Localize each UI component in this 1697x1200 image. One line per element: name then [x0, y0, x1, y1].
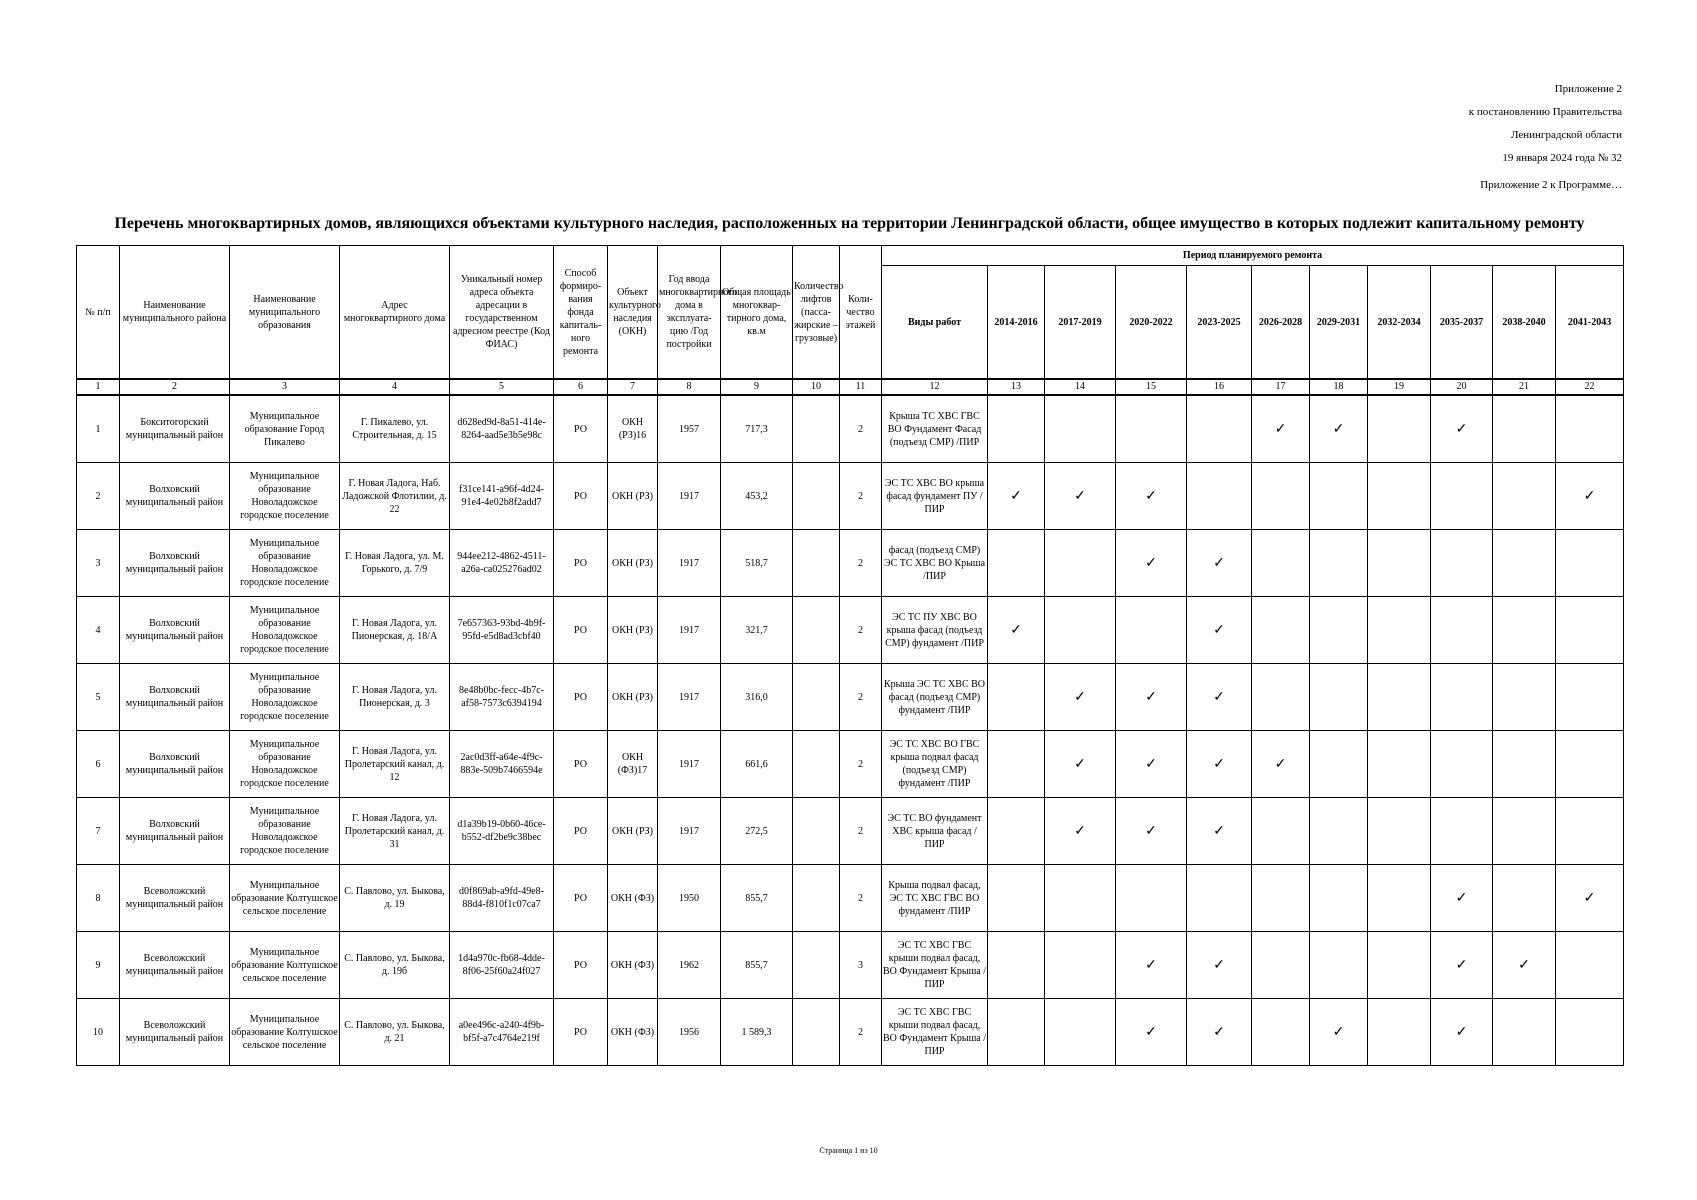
cell-fund: РО: [554, 999, 608, 1066]
table-row: [77, 999, 1624, 1066]
empty-year-cell: [1045, 999, 1116, 1066]
cell-municipality: Муниципальное образование Колтушское сельское поселение: [230, 999, 340, 1066]
cell-municipality: Муниципальное образование Новоладожское городское поселение: [230, 731, 340, 798]
column-number: 12: [882, 379, 988, 395]
empty-year-cell: [988, 530, 1045, 597]
table-row: [77, 798, 1624, 865]
header-year-2014-2016: 2014-2016: [988, 266, 1045, 380]
check-icon: ✓: [988, 463, 1045, 530]
cell-floors: 2: [840, 530, 882, 597]
column-number: 20: [1431, 379, 1493, 395]
cell-district: Волховский муниципальный район: [120, 664, 230, 731]
header-works: Виды работ: [882, 266, 988, 380]
appendix-block: [1469, 78, 1622, 197]
cell-lifts: [793, 731, 840, 798]
column-number: 7: [608, 379, 658, 395]
cell-floors: 2: [840, 597, 882, 664]
empty-year-cell: [1368, 664, 1431, 731]
empty-year-cell: [1045, 865, 1116, 932]
header-municipality: Наименование муниципального образования: [230, 246, 340, 380]
cell-municipality: Муниципальное образование Новоладожское городское поселение: [230, 463, 340, 530]
cell-works: ЭС ТС ПУ ХВС ВО крыша фасад (подъезд СМР) фундамент /ПИР: [882, 597, 988, 664]
column-number: 14: [1045, 379, 1116, 395]
empty-year-cell: [1556, 597, 1624, 664]
cell-num: 10: [77, 999, 120, 1066]
cell-fund: РО: [554, 530, 608, 597]
header-year-2035-2037: 2035-2037: [1431, 266, 1493, 380]
cell-area: 321,7: [721, 597, 793, 664]
empty-year-cell: [1187, 395, 1252, 463]
cell-year: 1917: [658, 798, 721, 865]
header-address: Адрес многоквартирного дома: [340, 246, 450, 380]
table-row: [77, 664, 1624, 731]
cell-fund: РО: [554, 597, 608, 664]
cell-lifts: [793, 463, 840, 530]
check-icon: ✓: [1116, 932, 1187, 999]
cell-area: 453,2: [721, 463, 793, 530]
empty-year-cell: [1431, 597, 1493, 664]
empty-year-cell: [1310, 798, 1368, 865]
empty-year-cell: [1310, 463, 1368, 530]
cell-lifts: [793, 999, 840, 1066]
empty-year-cell: [1368, 731, 1431, 798]
cell-floors: 2: [840, 463, 882, 530]
empty-year-cell: [1252, 530, 1310, 597]
cell-district: Всеволожский муниципальный район: [120, 999, 230, 1066]
cell-floors: 2: [840, 731, 882, 798]
column-number: 8: [658, 379, 721, 395]
cell-num: 9: [77, 932, 120, 999]
cell-floors: 2: [840, 798, 882, 865]
empty-year-cell: [1431, 463, 1493, 530]
cell-works: ЭС ТС ХВС ВО крыша фасад фундамент ПУ /ПИР: [882, 463, 988, 530]
cell-area: 661,6: [721, 731, 793, 798]
cell-okn: ОКН (ФЗ): [608, 865, 658, 932]
table-row: [77, 530, 1624, 597]
cell-floors: 2: [840, 865, 882, 932]
column-number: 3: [230, 379, 340, 395]
empty-year-cell: [1045, 530, 1116, 597]
cell-year: 1962: [658, 932, 721, 999]
empty-year-cell: [1368, 798, 1431, 865]
header-period: Период планируемого ремонта: [882, 246, 1624, 266]
cell-fund: РО: [554, 664, 608, 731]
empty-year-cell: [1310, 664, 1368, 731]
cell-works: ЭС ТС ВО фундамент ХВС крыша фасад /ПИР: [882, 798, 988, 865]
cell-okn: ОКН (РЗ): [608, 798, 658, 865]
cell-floors: 3: [840, 932, 882, 999]
cell-year: 1917: [658, 530, 721, 597]
empty-year-cell: [1187, 463, 1252, 530]
cell-works: ЭС ТС ХВС ГВС крыши подвал фасад, ВО Фундамент Крыша /ПИР: [882, 932, 988, 999]
cell-okn: ОКН (ФЗ): [608, 999, 658, 1066]
cell-num: 4: [77, 597, 120, 664]
check-icon: ✓: [1493, 932, 1556, 999]
empty-year-cell: [1556, 798, 1624, 865]
houses-table: [76, 245, 1624, 1066]
check-icon: ✓: [1556, 463, 1624, 530]
table-row: [77, 597, 1624, 664]
cell-area: 1 589,3: [721, 999, 793, 1066]
cell-fias: 944ee212-4862-4511-a26a-ca025276ad02: [450, 530, 554, 597]
header-year-2038-2040: 2038-2040: [1493, 266, 1556, 380]
appendix-line-2: к постановлению Правительства: [1468, 106, 1622, 118]
check-icon: ✓: [1116, 463, 1187, 530]
cell-district: Волховский муниципальный район: [120, 530, 230, 597]
header-okn: Объект культурного наследия (ОКН): [608, 246, 658, 380]
table-row: [77, 731, 1624, 798]
cell-lifts: [793, 597, 840, 664]
cell-municipality: Муниципальное образование Колтушское сельское поселение: [230, 932, 340, 999]
empty-year-cell: [1493, 395, 1556, 463]
empty-year-cell: [1556, 999, 1624, 1066]
check-icon: ✓: [1187, 798, 1252, 865]
empty-year-cell: [1310, 530, 1368, 597]
cell-fias: a0ee496c-a240-4f9b-bf5f-a7c4764e219f: [450, 999, 554, 1066]
cell-lifts: [793, 395, 840, 463]
empty-year-cell: [1045, 932, 1116, 999]
empty-year-cell: [1310, 597, 1368, 664]
check-icon: ✓: [1187, 932, 1252, 999]
cell-num: 7: [77, 798, 120, 865]
empty-year-cell: [1252, 798, 1310, 865]
column-number: 17: [1252, 379, 1310, 395]
empty-year-cell: [1431, 530, 1493, 597]
cell-municipality: Муниципальное образование Новоладожское городское поселение: [230, 664, 340, 731]
cell-municipality: Муниципальное образование Новоладожское городское поселение: [230, 530, 340, 597]
empty-year-cell: [1493, 597, 1556, 664]
empty-year-cell: [1431, 798, 1493, 865]
cell-address: С. Павлово, ул. Быкова, д. 21: [340, 999, 450, 1066]
cell-fund: РО: [554, 865, 608, 932]
cell-address: Г. Новая Ладога, ул. Пионерская, д. 18/А: [340, 597, 450, 664]
check-icon: ✓: [1556, 865, 1624, 932]
cell-year: 1950: [658, 865, 721, 932]
check-icon: ✓: [1116, 999, 1187, 1066]
check-icon: ✓: [1116, 731, 1187, 798]
cell-district: Бокситогорский муниципальный район: [120, 395, 230, 463]
check-icon: ✓: [1431, 865, 1493, 932]
empty-year-cell: [1368, 865, 1431, 932]
appendix-line-1: Приложение 2: [1554, 83, 1622, 95]
cell-fund: РО: [554, 395, 608, 463]
table-row: [77, 865, 1624, 932]
cell-address: Г. Новая Ладога, ул. Пролетарский канал, д. 12: [340, 731, 450, 798]
empty-year-cell: [1116, 597, 1187, 664]
cell-fias: 7e657363-93bd-4b9f-95fd-e5d8ad3cbf40: [450, 597, 554, 664]
cell-district: Всеволожский муниципальный район: [120, 932, 230, 999]
cell-area: 717,3: [721, 395, 793, 463]
empty-year-cell: [1045, 597, 1116, 664]
cell-year: 1917: [658, 597, 721, 664]
check-icon: ✓: [1045, 731, 1116, 798]
empty-year-cell: [1252, 597, 1310, 664]
header-lifts: Количество лифтов (пасса-жирские – грузовые): [793, 246, 840, 380]
empty-year-cell: [1556, 530, 1624, 597]
cell-floors: 2: [840, 664, 882, 731]
column-number: 18: [1310, 379, 1368, 395]
check-icon: ✓: [1045, 798, 1116, 865]
header-floors: Коли-чество этажей: [840, 246, 882, 380]
cell-okn: ОКН (РЗ)16: [608, 395, 658, 463]
empty-year-cell: [988, 932, 1045, 999]
empty-year-cell: [1252, 664, 1310, 731]
cell-works: Крыша подвал фасад, ЭС ТС ХВС ГВС ВО фундамент /ПИР: [882, 865, 988, 932]
empty-year-cell: [988, 999, 1045, 1066]
empty-year-cell: [1310, 731, 1368, 798]
cell-okn: ОКН (РЗ): [608, 664, 658, 731]
cell-fund: РО: [554, 798, 608, 865]
empty-year-cell: [1556, 395, 1624, 463]
check-icon: ✓: [1116, 530, 1187, 597]
check-icon: ✓: [1310, 999, 1368, 1066]
column-number: 6: [554, 379, 608, 395]
column-number-row: [77, 379, 1624, 395]
check-icon: ✓: [1252, 395, 1310, 463]
cell-works: Крыша ТС ХВС ГВС ВО Фундамент Фасад (подъезд СМР) /ПИР: [882, 395, 988, 463]
empty-year-cell: [1368, 530, 1431, 597]
cell-address: С. Павлово, ул. Быкова, д. 19: [340, 865, 450, 932]
column-number: 5: [450, 379, 554, 395]
column-number: 15: [1116, 379, 1187, 395]
table-row: [77, 395, 1624, 463]
cell-area: 272,5: [721, 798, 793, 865]
cell-municipality: Муниципальное образование Новоладожское городское поселение: [230, 597, 340, 664]
empty-year-cell: [1368, 932, 1431, 999]
empty-year-cell: [1493, 999, 1556, 1066]
cell-fias: 8e48b0bc-fecc-4b7c-af58-7573c6394194: [450, 664, 554, 731]
cell-year: 1917: [658, 731, 721, 798]
empty-year-cell: [988, 664, 1045, 731]
check-icon: ✓: [1187, 530, 1252, 597]
empty-year-cell: [988, 798, 1045, 865]
table-row: [77, 463, 1624, 530]
cell-works: фасад (подъезд СМР) ЭС ТС ХВС ВО Крыша /ПИР: [882, 530, 988, 597]
cell-fund: РО: [554, 463, 608, 530]
empty-year-cell: [1252, 999, 1310, 1066]
cell-lifts: [793, 865, 840, 932]
cell-fias: d1a39b19-0b60-46ce-b552-df2be9c38bec: [450, 798, 554, 865]
header-area: Общая площадь многоквар-тирного дома, кв.м: [721, 246, 793, 380]
cell-lifts: [793, 530, 840, 597]
check-icon: ✓: [1187, 664, 1252, 731]
cell-works: ЭС ТС ХВС ГВС крыши подвал фасад, ВО Фундамент Крыша /ПИР: [882, 999, 988, 1066]
cell-fias: 1d4a970c-fb68-4dde-8f06-25f60a24f027: [450, 932, 554, 999]
column-number: 2: [120, 379, 230, 395]
cell-district: Волховский муниципальный район: [120, 463, 230, 530]
cell-fias: 2ac0d3ff-a64e-4f9c-883e-509b7466594e: [450, 731, 554, 798]
cell-okn: ОКН (РЗ): [608, 597, 658, 664]
column-number: 22: [1556, 379, 1624, 395]
cell-address: Г. Новая Ладога, ул. Пролетарский канал, д. 31: [340, 798, 450, 865]
cell-okn: ОКН (ФЗ): [608, 932, 658, 999]
header-year-2026-2028: 2026-2028: [1252, 266, 1310, 380]
check-icon: ✓: [1187, 999, 1252, 1066]
cell-fund: РО: [554, 932, 608, 999]
check-icon: ✓: [1431, 999, 1493, 1066]
cell-fund: РО: [554, 731, 608, 798]
empty-year-cell: [988, 731, 1045, 798]
cell-fias: f31ce141-a96f-4d24-91e4-4e02b8f2add7: [450, 463, 554, 530]
empty-year-cell: [1493, 865, 1556, 932]
header-year-2023-2025: 2023-2025: [1187, 266, 1252, 380]
cell-num: 1: [77, 395, 120, 463]
empty-year-cell: [988, 865, 1045, 932]
empty-year-cell: [1493, 798, 1556, 865]
header-year-2029-2031: 2029-2031: [1310, 266, 1368, 380]
header-year: Год ввода многоквартирного дома в эксплуата-цию /Год постройки: [658, 246, 721, 380]
empty-year-cell: [1116, 395, 1187, 463]
column-number: 10: [793, 379, 840, 395]
cell-num: 6: [77, 731, 120, 798]
cell-fias: d628ed9d-8a51-414e-8264-aad5e3b5e98c: [450, 395, 554, 463]
empty-year-cell: [1368, 395, 1431, 463]
check-icon: ✓: [1116, 798, 1187, 865]
cell-num: 3: [77, 530, 120, 597]
cell-area: 518,7: [721, 530, 793, 597]
column-number: 13: [988, 379, 1045, 395]
check-icon: ✓: [1310, 395, 1368, 463]
column-number: 16: [1187, 379, 1252, 395]
cell-okn: ОКН (РЗ): [608, 463, 658, 530]
column-number: 1: [77, 379, 120, 395]
column-number: 21: [1493, 379, 1556, 395]
check-icon: ✓: [1045, 664, 1116, 731]
cell-num: 2: [77, 463, 120, 530]
cell-fias: d0f869ab-a9fd-49e8-88d4-f810f1c07ca7: [450, 865, 554, 932]
cell-okn: ОКН (РЗ): [608, 530, 658, 597]
cell-address: Г. Новая Ладога, ул. Пионерская, д. 3: [340, 664, 450, 731]
cell-year: 1917: [658, 463, 721, 530]
empty-year-cell: [1493, 664, 1556, 731]
cell-municipality: Муниципальное образование Новоладожское городское поселение: [230, 798, 340, 865]
appendix-line-5: Приложение 2 к Программе…: [1480, 179, 1622, 191]
empty-year-cell: [1493, 731, 1556, 798]
cell-lifts: [793, 932, 840, 999]
empty-year-cell: [1556, 932, 1624, 999]
appendix-line-4: 19 января 2024 года № 32: [1502, 152, 1622, 164]
header-num: № п/п: [77, 246, 120, 380]
empty-year-cell: [1431, 664, 1493, 731]
header-year-2032-2034: 2032-2034: [1368, 266, 1431, 380]
table-row: [77, 932, 1624, 999]
check-icon: ✓: [988, 597, 1045, 664]
cell-okn: ОКН (ФЗ)17: [608, 731, 658, 798]
cell-address: С. Павлово, ул. Быкова, д. 19б: [340, 932, 450, 999]
empty-year-cell: [1368, 999, 1431, 1066]
check-icon: ✓: [1431, 395, 1493, 463]
header-year-2017-2019: 2017-2019: [1045, 266, 1116, 380]
cell-district: Волховский муниципальный район: [120, 798, 230, 865]
column-number: 19: [1368, 379, 1431, 395]
empty-year-cell: [1116, 865, 1187, 932]
cell-district: Волховский муниципальный район: [120, 731, 230, 798]
check-icon: ✓: [1187, 731, 1252, 798]
cell-year: 1957: [658, 395, 721, 463]
cell-num: 5: [77, 664, 120, 731]
empty-year-cell: [1431, 731, 1493, 798]
empty-year-cell: [1310, 932, 1368, 999]
header-year-2020-2022: 2020-2022: [1116, 266, 1187, 380]
cell-floors: 2: [840, 395, 882, 463]
check-icon: ✓: [1045, 463, 1116, 530]
column-number: 4: [340, 379, 450, 395]
appendix-line-3: Ленинградской области: [1511, 129, 1622, 141]
column-number: 9: [721, 379, 793, 395]
empty-year-cell: [1252, 932, 1310, 999]
empty-year-cell: [1252, 463, 1310, 530]
empty-year-cell: [1368, 597, 1431, 664]
header-district: Наименование муниципального района: [120, 246, 230, 380]
cell-works: ЭС ТС ХВС ВО ГВС крыша подвал фасад (подъезд СМР) фундамент /ПИР: [882, 731, 988, 798]
cell-year: 1917: [658, 664, 721, 731]
cell-year: 1956: [658, 999, 721, 1066]
header-year-2041-2043: 2041-2043: [1556, 266, 1624, 380]
cell-municipality: Муниципальное образование Город Пикалево: [230, 395, 340, 463]
empty-year-cell: [1187, 865, 1252, 932]
cell-area: 855,7: [721, 932, 793, 999]
cell-lifts: [793, 664, 840, 731]
check-icon: ✓: [1116, 664, 1187, 731]
check-icon: ✓: [1252, 731, 1310, 798]
cell-district: Волховский муниципальный район: [120, 597, 230, 664]
empty-year-cell: [1493, 463, 1556, 530]
cell-area: 855,7: [721, 865, 793, 932]
empty-year-cell: [1493, 530, 1556, 597]
column-number: 11: [840, 379, 882, 395]
cell-lifts: [793, 798, 840, 865]
header-fias: Уникальный номер адреса объекта адресации в государственном адресном реестре (Код ФИАС): [450, 246, 554, 380]
document-title: Перечень многоквартирных домов, являющихся объектами культурного наследия, расположенных на территории Ленинградской области, общее имущество в которых подлежит капитальному ремонту: [114, 215, 1585, 232]
cell-num: 8: [77, 865, 120, 932]
cell-address: Г. Пикалево, ул. Строительная, д. 15: [340, 395, 450, 463]
header-fund: Способ формиро-вания фонда капиталь-ного ремонта: [554, 246, 608, 380]
empty-year-cell: [1252, 865, 1310, 932]
cell-floors: 2: [840, 999, 882, 1066]
cell-works: Крыша ЭС ТС ХВС ВО фасад (подъезд СМР) фундамент /ПИР: [882, 664, 988, 731]
cell-address: Г. Новая Ладога, ул. М. Горького, д. 7/9: [340, 530, 450, 597]
empty-year-cell: [1556, 731, 1624, 798]
empty-year-cell: [1045, 395, 1116, 463]
empty-year-cell: [1368, 463, 1431, 530]
empty-year-cell: [1556, 664, 1624, 731]
empty-year-cell: [1310, 865, 1368, 932]
check-icon: ✓: [1431, 932, 1493, 999]
cell-address: Г. Новая Ладога, Наб. Ладожской Флотилии, д. 22: [340, 463, 450, 530]
cell-area: 316,0: [721, 664, 793, 731]
check-icon: ✓: [1187, 597, 1252, 664]
cell-municipality: Муниципальное образование Колтушское сельское поселение: [230, 865, 340, 932]
page-footer: Страница 1 из 10: [819, 1146, 878, 1155]
cell-district: Всеволожский муниципальный район: [120, 865, 230, 932]
empty-year-cell: [988, 395, 1045, 463]
